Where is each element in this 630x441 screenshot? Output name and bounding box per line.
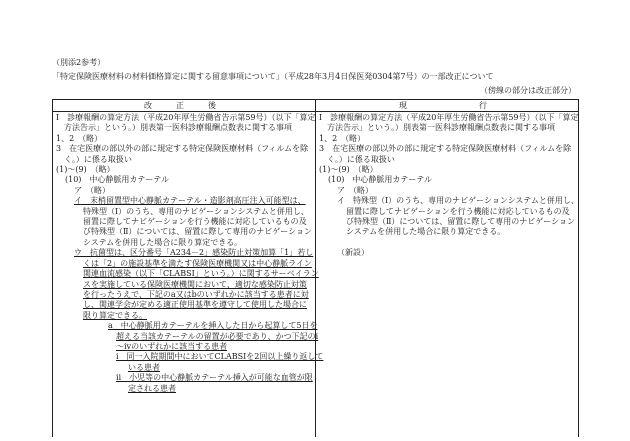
text-line: くは「2」の施設基準を満たす保険医療機関又は中心静脈ライン — [83, 258, 312, 268]
text-line: a 中心静脈用カテーテルを挿入した日から起算して5日を — [108, 321, 318, 331]
text-line: 留置に際してナビゲーションを行う機能に対応しているもの及 — [346, 206, 570, 216]
text-line: を行ったうえで、下記のa又はbのいずれかに該当する患者に対 — [83, 289, 309, 299]
text-line: 留置に際してナビゲーションを行う機能に対応しているもの及 — [83, 217, 307, 227]
reference-label: （別添2参考） — [52, 58, 106, 67]
text-line: 方法告示」という。）別表第一医科診療報酬点数表に関する事項 — [56, 123, 292, 133]
text-line — [319, 238, 575, 248]
text-line: 限り算定できる。 — [83, 310, 147, 320]
current-column — [316, 112, 579, 438]
text-line: スを実施している保険医療機関において、適切な感染防止対策 — [83, 279, 307, 289]
text-line: 1、2 （略） — [319, 133, 366, 143]
text-line: (10) 中心静脈用カテーテル — [65, 175, 170, 185]
after-column — [53, 112, 324, 438]
text-line: ア （略） — [74, 185, 110, 195]
text-line: び特殊型（Ⅱ）については、留置に際して専用のナビゲーション — [346, 217, 575, 227]
text-line: 1、2 （略） — [56, 133, 103, 143]
comparison-table — [52, 99, 579, 437]
table-header-row — [53, 100, 579, 112]
text-line: Ⅰ 診療報酬の算定方法（平成20年厚生労働省告示第59号）（以下「算定 — [319, 113, 579, 122]
text-line: ⅱ 小児等の中心静脈カテーテル挿入が可能な血管が限 — [116, 373, 313, 383]
text-line: ア （略） — [337, 185, 373, 195]
text-line: システムを併用した場合に限り算定できる。 — [83, 237, 243, 247]
table-row — [53, 112, 579, 438]
amendment-note: （傍線の部分は改正部分） — [480, 86, 576, 95]
column-header-after: 改 正 後 — [53, 100, 316, 112]
text-line: く。）に係る取扱い — [56, 154, 132, 164]
text-line: (1)～(9) （略） — [319, 165, 378, 175]
text-line: 方法告示」という。）別表第一医科診療報酬点数表に関する事項 — [319, 123, 555, 133]
text-line: し、関連学会が定める適正使用基準を遵守して使用した場合に — [83, 300, 307, 310]
text-line: ～ⅳのいずれかに該当する患者 — [116, 341, 228, 351]
document-title: 「特定保険医療材料の材料価格算定に関する留意事項について」（平成28年3月4日保医発0304第7号）の一部改正について — [52, 72, 494, 81]
text-line: イ 末梢留置型中心静脈カテーテル・造影剤高圧注入可能型は、 — [74, 196, 306, 206]
text-line: 関連血流感染（以下「CLABSI」という。）に関するサーベイラン — [83, 269, 319, 279]
text-line: (1)～(9) （略） — [56, 165, 115, 175]
column-header-current: 現 行 — [316, 100, 579, 112]
text-line: イ 特殊型（Ⅰ）のうち、専用のナビゲーションシステムと併用し、 — [337, 196, 579, 206]
text-line: 超える当該カテーテルの留置が必要であり、かつ下記のⅰ — [116, 331, 319, 341]
text-line: （新設） — [337, 248, 369, 258]
text-line: システムを併用した場合に限り算定できる。 — [346, 227, 506, 237]
text-line: (10) 中心静脈用カテーテル — [328, 175, 433, 185]
text-line: 3 在宅医療の部以外の部に規定する特定保険医療材料（フィルムを除 — [319, 144, 572, 154]
text-line: いる患者 — [128, 362, 160, 372]
text-line: ウ 抗菌型は、区分番号「A234－2」感染防止対策加算「1」若し — [74, 248, 314, 258]
text-line: Ⅰ 診療報酬の算定方法（平成20年厚生労働省告示第59号）（以下「算定 — [56, 113, 316, 122]
text-line: く。）に係る取扱い — [319, 154, 395, 164]
text-line: 定される患者 — [128, 383, 176, 393]
text-line: 3 在宅医療の部以外の部に規定する特定保険医療材料（フィルムを除 — [56, 144, 309, 154]
text-line: び特殊型（Ⅱ）については、留置に際して専用のナビゲーション — [83, 227, 312, 237]
text-line: 特殊型（Ⅰ）のうち、専用のナビゲーションシステムと併用し、 — [83, 206, 309, 216]
text-line: ⅰ 同一入院期間中においてCLABSIを2回以上繰り返して — [116, 352, 324, 362]
